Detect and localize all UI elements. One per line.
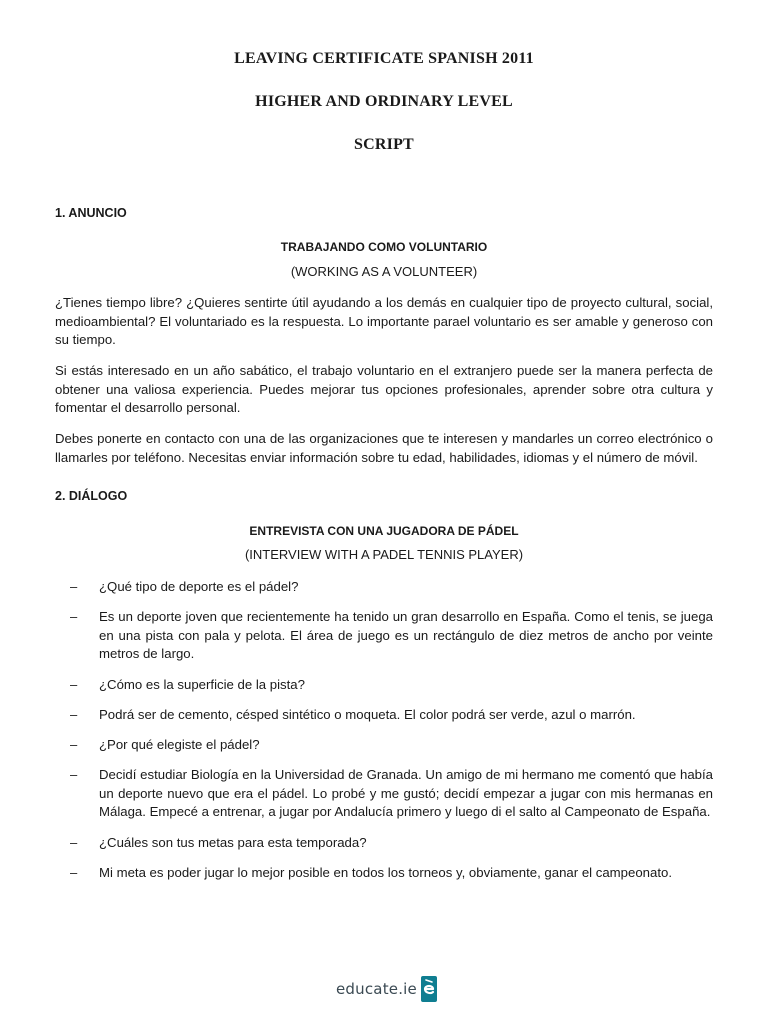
section-1-paragraph: Debes ponerte en contacto con una de las organizaciones que te interesen y mandarles un correo electrónico o llamarles por teléfono. Necesitas enviar información sobre tu edad, habilidades, idiomas y el número de móvil.: [55, 431, 713, 465]
dialogue-text: Podrá ser de cemento, césped sintético o moqueta. El color podrá ser verde, azul o marrón.: [99, 707, 636, 722]
section-1-subtitle: TRABAJANDO COMO VOLUNTARIO: [280, 240, 488, 254]
logo-mark-icon: [421, 976, 437, 1002]
dialogue-text: Decidí estudiar Biología en la Universidad de Granada. Un amigo de mi hermano me comentó que había un deporte nuevo que era el pádel. Lo probé y me gustó; decidí empezar a jugar con mis hermanas en Málaga. Empecé a entrenar, a jugar por Andalucía primero y luego di el salto al Campeonato de España.: [99, 767, 713, 819]
dialogue-text: ¿Qué tipo de deporte es el pádel?: [99, 579, 299, 594]
dialogue-dash: –: [70, 767, 78, 782]
section-2-heading: 2. DIÁLOGO: [55, 489, 128, 503]
dialogue-line: [70, 608, 713, 664]
dialogue-line: [70, 706, 713, 725]
dialogue-line: [70, 676, 713, 695]
section-1-heading: 1. ANUNCIO: [55, 206, 127, 220]
dialogue-text: Mi meta es poder jugar lo mejor posible en todos los torneos y, obviamente, ganar el campeonato.: [99, 865, 672, 880]
section-2-subtitle: ENTREVISTA CON UNA JUGADORA DE PÁDEL: [249, 524, 519, 538]
dialogue-line: [70, 766, 713, 822]
section-1-paragraph: Si estás interesado en un año sabático, el trabajo voluntario en el extranjero puede ser la manera perfecta de obtener una valiosa experiencia. Puedes mejorar tus opciones profesionales, aprender sobre otra cultura y fomentar el desarrollo personal.: [55, 363, 713, 415]
educate-logo: [336, 975, 437, 1003]
dialogue-dash: –: [70, 737, 78, 752]
document-type: SCRIPT: [354, 136, 414, 153]
section-1-translation: (WORKING AS A VOLUNTEER): [290, 264, 478, 279]
dialogue-dash: –: [70, 677, 78, 692]
section-1-paragraph: ¿Tienes tiempo libre? ¿Quieres sentirte útil ayudando a los demás en cualquier tipo de proyecto cultural, social, medioambiental? El voluntariado es la respuesta. Lo importante parael voluntario es ser amable y generoso con su tiempo.: [55, 295, 713, 347]
dialogue-line: [70, 736, 713, 755]
dialogue-dash: –: [70, 609, 78, 624]
dialogue-text: ¿Por qué elegiste el pádel?: [99, 737, 260, 752]
dialogue-text: ¿Cómo es la superficie de la pista?: [99, 677, 305, 692]
document-level: HIGHER AND ORDINARY LEVEL: [255, 93, 513, 110]
dialogue-line: [70, 834, 713, 853]
dialogue-line: [70, 864, 713, 883]
document-title: LEAVING CERTIFICATE SPANISH 2011: [234, 50, 534, 67]
dialogue-text: ¿Cuáles son tus metas para esta temporada?: [99, 835, 367, 850]
dialogue-line: [70, 578, 713, 597]
logo-text: educate.ie: [336, 980, 417, 998]
dialogue-dash: –: [70, 707, 78, 722]
dialogue-dash: –: [70, 579, 78, 594]
dialogue-dash: –: [70, 865, 78, 880]
dialogue-text: Es un deporte joven que recientemente ha tenido un gran desarrollo en España. Como el tenis, se juega en una pista con pala y pelota. El área de juego es un rectángulo de diez metros de ancho por veinte metros de largo.: [99, 609, 713, 661]
dialogue-dash: –: [70, 835, 78, 850]
section-2-translation: (INTERVIEW WITH A PADEL TENNIS PLAYER): [244, 547, 524, 562]
